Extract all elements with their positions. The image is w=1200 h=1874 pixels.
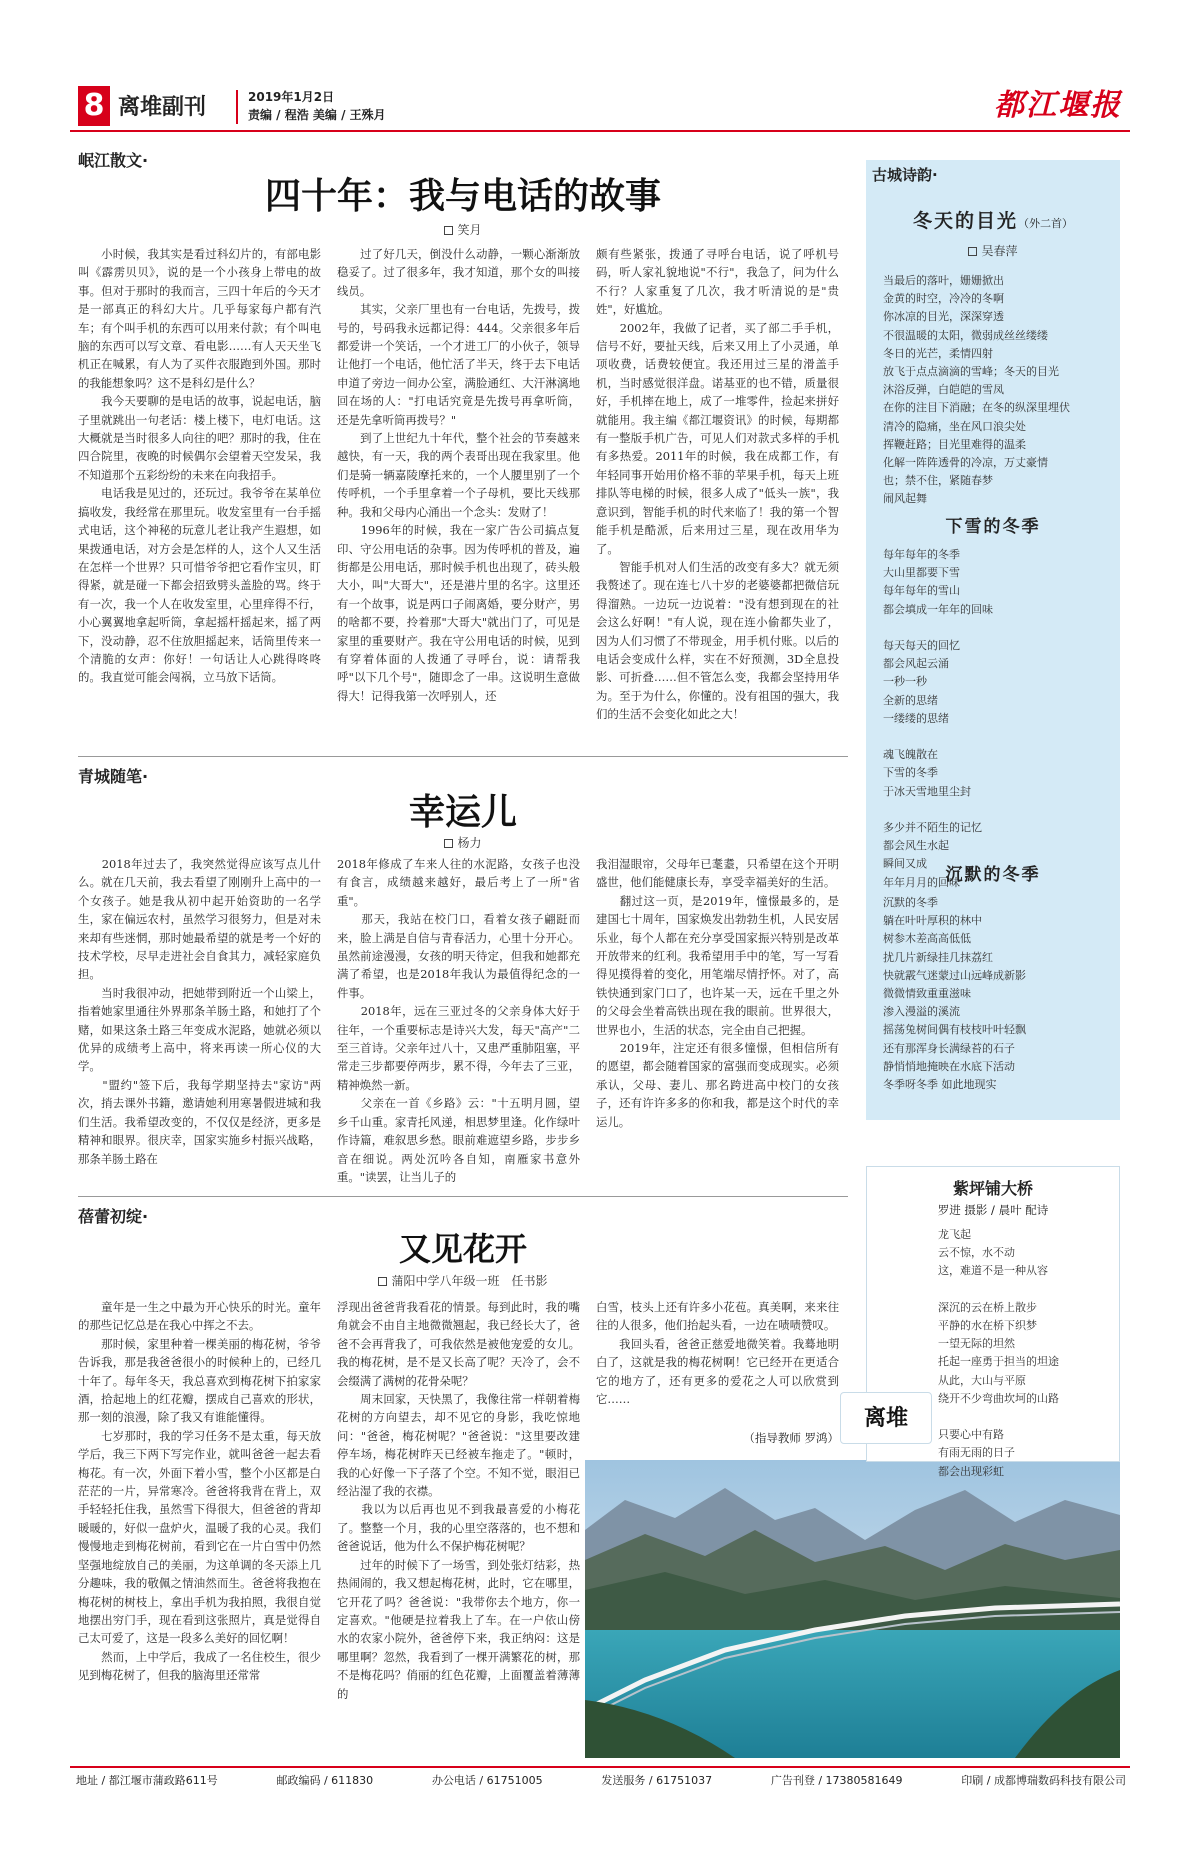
- liudui-badge: 离堆: [840, 1392, 932, 1444]
- article1-byline: [78, 221, 848, 238]
- photo-poem-title: 紫坪铺大桥: [952, 1179, 1033, 1198]
- article2-col3: 我泪湿眼帘，父母年已耄耋，只希望在这个开明盛世，他们能健康长寿，享受幸福美好的生活。 翻过这一页，是2019年，憧憬最多的，是建国七十周年，国家焕发出勃勃生机，人民安居乐业，每个人都在充分享受国家振兴特别是改革开放带来的红利。我希望用手中的笔，写一写看得见摸得着的变化，用笔端尽情抒怀。对了，高铁快通到家门口了，也许某一天，远在千里之外的父母会坐着高铁出现在我的眼前。世界很大，世界也小，生活的状态，完全由自己把握。 2019年，注定还有很多憧憬，但相信所有的愿望，都会随着国家的富强而变成现实。必须承认，父母、妻儿、那名跨进高中校门的女孩子，还有许许多多的你和我，都是这个时代的幸运儿。: [596, 857, 839, 1129]
- article3-teacher: （指导教师 罗鸿）: [743, 1431, 839, 1445]
- footer-postcode: 邮政编码 / 611830: [276, 1774, 374, 1787]
- article3-column-label: 蓓蕾初绽·: [78, 1207, 149, 1226]
- poem2-title: 下雪的冬季: [945, 517, 1041, 537]
- issue-date: 2019年1月2日: [248, 90, 335, 104]
- article3-col3: 白雪，枝头上还有许多小花苞。真美啊，来来往往的人很多，他们抬起头看，一边在啧啧赞叹。 我回头看，爸爸正慈爱地微笑着。我蓦地明白了，这就是我的梅花树啊！它已经开在更适合它的地方了，还有更多的爱花之人可以欣赏到它……: [596, 1300, 839, 1407]
- page-header: [70, 84, 1130, 130]
- article2-column-label: 青城随笔·: [78, 767, 149, 786]
- article1-col3: 颇有些紧张，拨通了寻呼台电话，说了呼机号码，听人家礼貌地说"不行"，我急了，问为什么不行？人家重复了几次，我才听清说的是"贵姓"，好尴尬。 2002年，我做了记者，买了部二手手机，信号不好，要扯天线，后来又用上了小灵通，单项收费，话费较便宜。我还用过三星的滑盖手机，当时感觉很洋盘。诺基亚的也不错，质量很好，手机摔在地上，成了一堆零件，捡起来拼好就能用。我主编《都江堰资讯》的时候，每期都有一整版手机广告，可见人们对款式多样的手机有多热爱。2011年的时候，我在成都工作，有年轻同事开始用价格不菲的苹果手机，每天上班排队等电梯的时候，很多人成了"低头一族"，我意识到，智能手机的时代来临了！我的第一个智能手机是酷派，后来用过三星，现在改用华为了。 智能手机对人们生活的改变有多大？就无须我赘述了。现在连七八十岁的老婆婆都把微信玩得溜熟。一边玩一边说着："没有想到现在的社会这么好啊！"有人说，现在连小偷都失业了，因为人们习惯了不带现金，用手机付账。以后的电话会变成什么样，实在不好预测，3D全息投影、可折叠……但不管怎么变，我都会坚持用华为。至于为什么，你懂的。没有祖国的强大，我们的生活不会变化如此之大！: [596, 247, 839, 722]
- article1-author: 笑月: [457, 223, 482, 237]
- footer-ad-hotline: 广告刊登 / 17380581649: [770, 1774, 903, 1787]
- article1-title: 四十年：我与电话的故事: [264, 176, 661, 217]
- poem1-title-row: [866, 206, 1120, 233]
- poem1-body: 当最后的落叶，姗姗掀出 金黄的时空，冷冷的冬啊 你冰凉的目光，深深穿透 不很温暖的太阳，微弱成丝丝缕缕 冬日的光芒，柔情四射 放飞于点点滴滴的雪峰；冬天的目光 沐浴反弹，白皑皑的雪凤 在你的注目下消融；在冬的纵深里埋伏 清冷的隐痛，坐在风口浪尖处 挥鞭赶路；目光里难得的温柔 化解一阵阵透骨的冷凉，万丈豪情 也；禁不住，紧随春梦 闹风起舞: [883, 274, 1070, 506]
- article3-col2: 浮现出爸爸背我看花的情景。每到此时，我的嘴角就会不由自主地微微翘起，我已经长大了，爸爸不会再背我了，可我依然是被他宠爱的女儿。我的梅花树，是不是又长高了呢？天冷了，会不会缀满了满树的花骨朵呢？ 周末回家，天快黑了，我像往常一样朝着梅花树的方向望去，却不见它的身影，我吃惊地问："爸爸，梅花树呢？"爸爸说："这里要改建停车场，梅花树昨天已经被车拖走了。"顿时，我的心好像一下子落了个空。不知不觉，眼泪已经沾湿了我的衣襟。 我以为以后再也见不到我最喜爱的小梅花了。整整一个月，我的心里空落落的，也不想和爸爸说话，他为什么不保护梅花树呢？ 过年的时候下了一场雪，到处张灯结彩，热热闹闹的，我又想起梅花树，此时，它在哪里，它开花了吗？爸爸说："我带你去个地方，你一定喜欢。"他硬是拉着我上了车。在一户依山傍水的农家小院外，爸爸停下来，我正纳闷：这是哪里啊？忽然，我看到了一棵开满繁花的树，那不是梅花吗？俏丽的红色花瓣，上面覆盖着薄薄的: [337, 1300, 580, 1701]
- article1-column-label: 岷江散文·: [78, 151, 149, 170]
- masthead-logo: 都江堰报: [994, 88, 1122, 123]
- poem1-author: 吴春萍: [981, 244, 1018, 258]
- footer-distribution: 发送服务 / 61751037: [601, 1774, 713, 1787]
- article1-col2: 过了好几天，倒没什么动静，一颗心渐渐放稳妥了。过了很多年，我才知道，那个女的叫接线员。 其实，父亲厂里也有一台电话，先拨号，拨号的，号码我永远都记得：444。父亲很多年后都爱讲一个笑话，一个才进工厂的小伙子，领导让他打一个电话，他忙活了半天，终于去下电话申道了旁边一间办公室，满脸通红、大汗淋漓地回在场的人："打电话究竟是先拨号再拿听筒，还是先拿听筒再拨号？" 到了上世纪九十年代，整个社会的节奏越来越快，有一天，我的两个表哥出现在我家里。他们是骑一辆嘉陵摩托来的，一个人腰里别了一个传呼机，一个手里拿着一个子母机，要比天线那种。我和父母内心涌出一个念头：发财了！ 1996年的时候，我在一家广告公司搞点复印、守公用电话的杂事。因为传呼机的普及，遍街都是公用电话，那时候手机也出现了，砖头般大小，叫"大哥大"，还是港片里的名字。这里还有一个故事，说是两口子闹离婚，要分财产，男的啥都不要，拎着那"大哥大"就出门了，可见是家里的重要财产。我在守公用电话的时候，见到有穿着体面的人拨通了寻呼台，说：请帮我呼"以下几个号"，随即念了一串。这说明生意做得大！记得我第一次呼别人，还: [337, 247, 580, 703]
- footer-address: 地址 / 都江堰市蒲政路611号: [76, 1774, 218, 1787]
- byline-box-icon: [968, 247, 977, 256]
- byline-box-icon: [444, 839, 453, 848]
- article2-col2: 2018年修成了车来人往的水泥路，女孩子也没有食言，成绩越来越好，最后考上了一所"省重"。 那天，我站在校门口，看着女孩子翩跹而来，脸上满是自信与青春活力，心里十分开心。虽然前途漫漫，女孩的明天待定，但我和她都充满了希望，也是2018年我认为最值得纪念的一件事。 2018年，远在三亚过冬的父亲身体大好于往年，一个重要标志是诗兴大发，每天"高产"二至三首诗。父亲年过八十，又患严重肺阻塞，平常走三步都要停两步，累不得，今年去了三亚，精神焕然一新。 父亲在一首《乡路》云："十五明月圆，望乡千山重。家青托风递，相思梦里逢。化作绿叶作诗篇，难叙思乡愁。眼前难遮望乡路，步步乡音在细说。两处沉吟各自知，南雁家书意外重。"读罢，让当儿子的: [337, 857, 580, 1184]
- article2-col1: 2018年过去了，我突然觉得应该写点儿什么。就在几天前，我去看望了刚刚升上高中的一个女孩子。她是我从初中起开始资助的一名学生，家在偏远农村，虽然学习很努力，但是对未来却有些迷惘，那时她最希望的就是考一个好的技术学校，尽早走进社会自食其力，减轻家庭负担。 当时我很冲动，把她带到附近一个山梁上，指着她家里通往外界那条羊肠土路，和她打了个赌，如果这条土路三年变成水泥路，她就必须以优异的成绩考上高中，将来再读一所心仪的大学。 "盟约"签下后，我每学期坚持去"家访"两次，捎去课外书籍，邀请她利用寒暑假进城和我们生活。我希望改变的，不仅仅是经济，更多是精神和眼界。很庆幸，国家实施乡村振兴战略，那条羊肠土路在: [78, 857, 321, 1166]
- poem1-title: 冬天的目光: [912, 210, 1018, 232]
- article3-title: 又见花开: [398, 1230, 527, 1268]
- footer-office-phone: 办公电话 / 61751005: [431, 1774, 543, 1787]
- poem3-title: 沉默的冬季: [945, 865, 1041, 885]
- article3-col1: 童年是一生之中最为开心快乐的时光。童年的那些记忆总是在我心中挥之不去。 那时候，家里种着一棵美丽的梅花树，爷爷告诉我，那是我爸爸很小的时候种上的，已经几十年了。每年冬天，我总喜欢到梅花树下拍家家酒，拾起地上的红花瓣，摆成自己喜欢的形状，那一刻的浪漫，除了我又有谁能懂得。 七岁那时，我的学习任务不是太重，每天放学后，我三下两下写完作业，就叫爸爸一起去看梅花。有一次，外面下着小雪，整个小区都是白茫茫的一片，异常寒冷。爸爸将我背在背上，双手轻轻托住我，虽然雪下得很大，但爸爸的背却暖暖的，好似一盘炉火，温暖了我的心灵。我们慢慢地走到梅花树前，看到它在一片白雪中仍然坚强地绽放自己的美丽，为这单调的冬天添上几分趣味，我的敬佩之情油然而生。爸爸将我抱在梅花树的树枝上，拿出手机为我拍照，我很自觉地摆出穷门手，现在看到这张照片，真是觉得自己太可爱了，这是一段多么美好的回忆啊！ 然而，上中学后，我成了一名住校生，很少见到梅花树了，但我的脑海里还常常: [78, 1300, 321, 1683]
- editors-line: 责编 / 程浩 美编 / 王殊月: [248, 108, 386, 122]
- sidebar-column-label: 古城诗韵·: [872, 166, 938, 184]
- article3-byline: [78, 1272, 848, 1289]
- footer-printer: 印刷 / 成都博瑞数码科技有限公司: [961, 1774, 1126, 1787]
- article2-byline: [78, 834, 848, 851]
- poem2-body: 每年每年的冬季 大山里都要下雪 每年每年的雪山 都会填成一年年的回味 每天每天的回忆 都会风起云涌 一秒一秒 全新的思绪 一缕缕的思绪 魂飞魄散在 下雪的冬季 于冰天雪地里尘封 多少并不陌生的记忆 都会风生水起 瞬间又成 年年月月的回味: [883, 548, 993, 889]
- page-number-badge: 8: [78, 86, 110, 126]
- section-name: 离堆副刊: [118, 95, 207, 120]
- poem1-subtitle: （外二首）: [1018, 217, 1073, 230]
- poem3-body: 沉默的冬季 躺在叶叶厚积的林中 树参木差高高低低 扰几片新绿挂几抹荔红 快就霰气迷蒙过山远峰成新影 微微情致重重滋味 渗入漫溢的溪流 摇荡兔树间偶有枝枝叶叶轻飘 还有那浑身长满绿苔的石子 静悄悄地掩映在水底下活动 冬季呀冬季 如此地现实: [883, 896, 1026, 1092]
- photo-poem-credit: 罗进 摄影 / 晨叶 配诗: [937, 1203, 1049, 1217]
- byline-box-icon: [378, 1277, 387, 1286]
- article3-author: 蒲阳中学八年级一班 任书影: [391, 1274, 548, 1288]
- byline-box-icon: [444, 226, 453, 235]
- poem1-byline: [866, 242, 1120, 259]
- article1-col1: 小时候，我其实是看过科幻片的，有部电影叫《霹雳贝贝》，说的是一个小孩身上带电的故事。但对于那时的我而言，三四十年后的今天才是一部真正的科幻大片。几乎每家每户都有汽车；有个叫手机的东西可以用来付款；有个叫电脑的东西可以写文章、看电影……有人天天坐飞机正在喊累，有人为了买件衣服跑到外国。那时的我能想象吗？这不是科幻是什么？ 我今天要聊的是电话的故事，说起电话，脑子里就跳出一句老话：楼上楼下，电灯电话。这大概就是当时很多人向往的吧？那时的我，住在四合院里，夜晚的时候偶尔会望着天空发呆，我不知道那个五彩纷纷的未来在向我招手。 电话我是见过的，还玩过。我爷爷在某单位搞收发，我经常在那里玩。收发室里有一台手摇式电话，这个神秘的玩意儿老让我产生遐想，如果拨通电话，对方会是怎样的人，这个人又生活在怎样一个世界？只可惜爷爷把它看作宝贝，盯得紧，就是碰一下都会招致劈头盖脸的骂。终于有一次，我一个人在收发室里，心里痒得不行，小心翼翼地拿起听筒，拿起摇杆摇起来，摇了两下，没动静，忍不住放胆摇起来，话筒里传来一个清脆的女声：你好！一句话让人心跳得咚咚的。我直觉可能会闯祸，立马放下话筒。: [78, 247, 321, 685]
- bridge-photo: [585, 1460, 1120, 1758]
- article2-author: 杨力: [457, 836, 482, 850]
- page-footer: [76, 1772, 1126, 1788]
- photo-poem-body: 龙飞起 云不惊，水不动 这，难道不是一种从容 深沉的云在桥上散步 平静的水在桥下织梦 一望无际的坦然 托起一座勇于担当的坦途 从此，大山与平原 绕开不少弯曲坎坷的山路 只要心中有路 有雨无雨的日子 都会出现彩虹: [938, 1228, 1059, 1478]
- article2-title: 幸运儿: [408, 792, 517, 833]
